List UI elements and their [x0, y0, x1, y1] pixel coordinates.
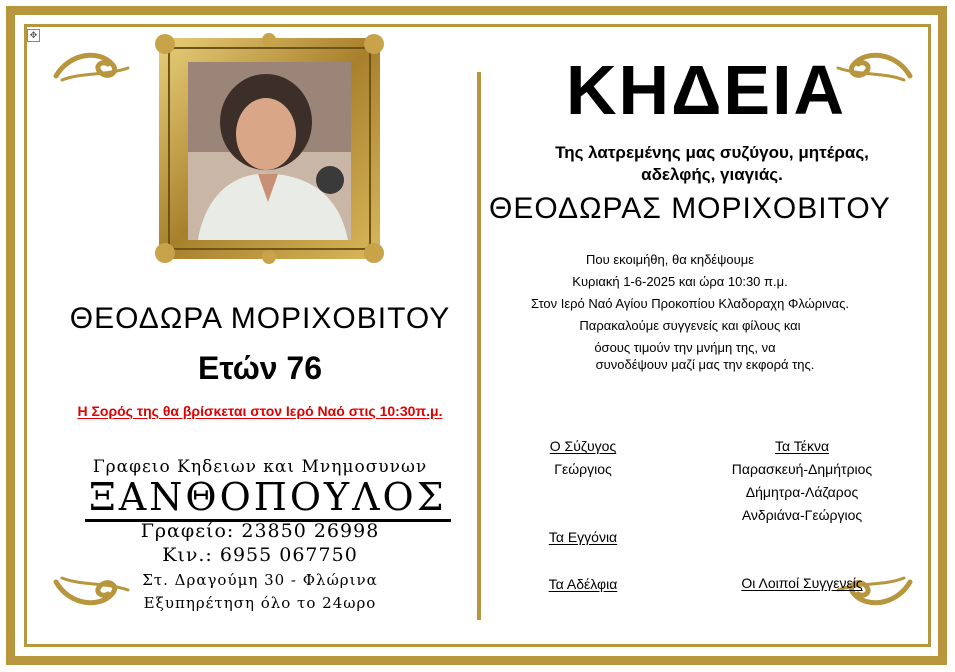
- spouse-name: Γεώργιος: [554, 461, 612, 477]
- body-line: όσους τιμούν την μνήμη της, να: [594, 340, 776, 355]
- ornament-top-left-icon: [52, 46, 132, 86]
- relatives-title: Οι Λοιποί Συγγενείς: [741, 575, 863, 591]
- siblings-title: Τα Αδέλφια: [548, 576, 618, 592]
- column-divider: [477, 72, 481, 620]
- deceased-age: Ετών 76: [197, 350, 323, 386]
- children-title: Τα Τέκνα: [774, 438, 830, 454]
- child-name: Δήμητρα-Λάζαρος: [745, 484, 859, 500]
- body-line: Παρακαλούμε συγγενείς και φίλους και: [579, 318, 801, 333]
- intro-line-2: αδελφής, γιαγιάς.: [641, 165, 783, 184]
- portrait-photo: [188, 62, 351, 240]
- body-line: Κυριακή 1-6-2025 και ώρα 10:30 π.μ.: [572, 274, 788, 289]
- grandchildren-title: Τα Εγγόνια: [548, 529, 618, 545]
- child-name: Παρασκευή-Δημήτριος: [731, 461, 873, 477]
- move-handle-icon[interactable]: ✥: [27, 29, 40, 42]
- wake-notice: Η Σορός της θα βρίσκεται στον Ιερό Ναό στις 10:30π.μ.: [77, 403, 443, 419]
- service-hours: Εξυπηρέτηση όλο το 24ωρο: [143, 594, 377, 612]
- deceased-name-right: ΘΕΟΔΩΡΑΣ ΜΟΡΙΧΟΒΙΤΟΥ: [489, 192, 891, 225]
- mobile-phone: Κιν.: 6955 067750: [162, 544, 358, 566]
- notice-heading: ΚΗΔΕΙΑ: [566, 51, 847, 129]
- address: Στ. Δραγούμη 30 - Φλώρινα: [142, 571, 378, 589]
- funeral-home-logo: ΞΑΝΘΟΠΟΥΛΟΣ: [85, 475, 435, 519]
- intro-line-1: Της λατρεμένης μας συζύγου, μητέρας,: [555, 143, 869, 162]
- funeral-home-title: Γραφειο Κηδειων και Μνημοσυνων: [92, 457, 428, 477]
- office-phone: Γραφείο: 23850 26998: [140, 520, 380, 542]
- body-line: συνοδέψουν μαζί μας την εκφορά της.: [595, 357, 815, 372]
- child-name: Ανδριάνα-Γεώργιος: [741, 507, 863, 523]
- body-line: Που εκοιμήθη, θα κηδέψουμε: [585, 252, 754, 267]
- spouse-title: Ο Σύζυγος: [549, 438, 617, 454]
- deceased-name-left: ΘΕΟΔΩΡΑ ΜΟΡΙΧΟΒΙΤΟΥ: [69, 302, 451, 335]
- body-line: Στον Ιερό Ναό Αγίου Προκοπίου Κλαδοραχη Φλώρινας.: [531, 296, 849, 311]
